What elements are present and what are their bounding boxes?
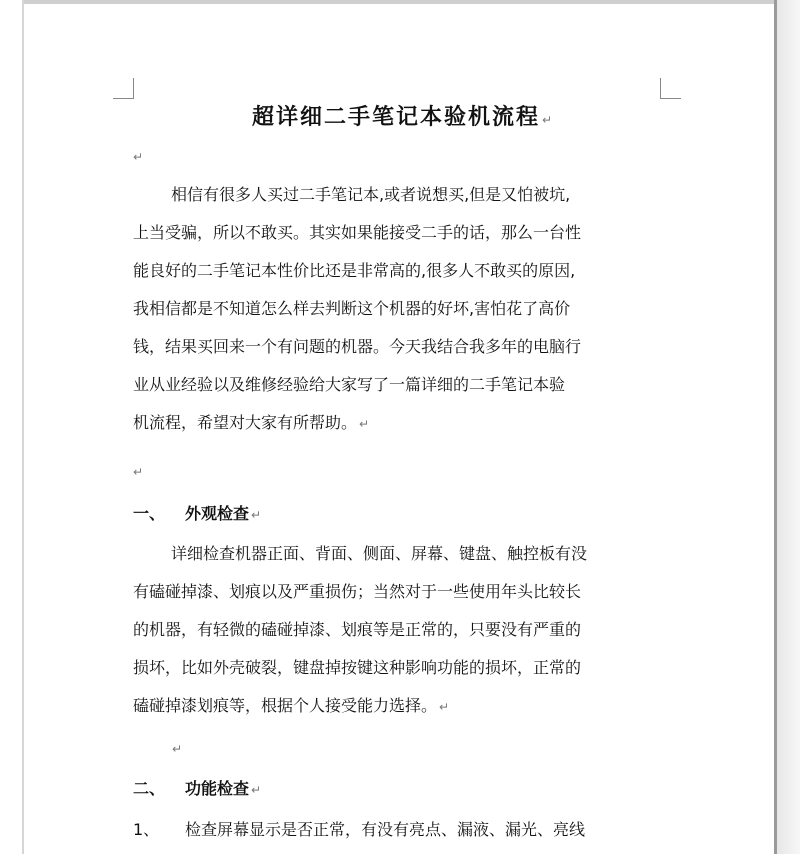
section-title: 功能检查 — [185, 779, 250, 798]
appearance-paragraph[interactable] — [133, 535, 663, 725]
crop-mark-top-right — [660, 78, 681, 99]
intro-line-text: 机流程，希望对大家有所帮助。 — [133, 413, 358, 432]
body-line: 损坏，比如外壳破裂，键盘掉按键这种影响功能的损坏，正常的 — [133, 658, 582, 677]
list-item-text: 检查屏幕显示是否正常，有没有亮点、漏液、漏光、亮线 — [185, 820, 586, 839]
body-line-text: 磕碰掉漆划痕等，根据个人接受能力选择。 — [133, 696, 438, 715]
page-shadow — [777, 0, 800, 854]
crop-mark-top-left — [113, 78, 134, 99]
intro-line: 我相信都是不知道怎么样去判断这个机器的好坏,害怕花了高价 — [133, 299, 571, 318]
body-line — [133, 687, 663, 725]
section-title: 外观检查 — [185, 504, 250, 523]
list-item[interactable] — [133, 811, 585, 849]
page-top-edge — [22, 0, 776, 4]
document-title[interactable] — [133, 100, 673, 138]
paragraph-mark-icon: ↵ — [541, 113, 555, 127]
intro-paragraph[interactable] — [133, 176, 663, 442]
section-heading-appearance[interactable] — [133, 495, 261, 534]
section-number: 二、 — [133, 779, 166, 798]
intro-line: 上当受骗，所以不敢买。其实如果能接受二手的话，那么一台性 — [133, 223, 582, 242]
page-left-edge — [22, 0, 24, 854]
intro-line: 业从业经验以及维修经验给大家写了一篇详细的二手笔记本验 — [133, 375, 566, 394]
empty-paragraph-mark-icon: ↵ — [133, 150, 144, 164]
paragraph-mark-icon: ↵ — [251, 783, 262, 797]
empty-paragraph-mark-icon: ↵ — [172, 742, 183, 756]
intro-line: 钱，结果买回来一个有问题的机器。今天我结合我多年的电脑行 — [133, 337, 582, 356]
body-line: 详细检查机器正面、背面、侧面、屏幕、键盘、触控板有没 — [171, 544, 588, 563]
empty-paragraph-mark-icon: ↵ — [133, 465, 144, 479]
paragraph-mark-icon: ↵ — [439, 700, 450, 714]
body-line: 有磕碰掉漆、划痕以及严重损伤；当然对于一些使用年头比较长 — [133, 582, 582, 601]
intro-line — [133, 404, 663, 442]
paragraph-mark-icon: ↵ — [251, 508, 262, 522]
intro-line: 相信有很多人买过二手笔记本,或者说想买,但是又怕被坑, — [171, 185, 571, 204]
section-number: 一、 — [133, 504, 166, 523]
intro-line: 能良好的二手笔记本性价比还是非常高的,很多人不敢买的原因, — [133, 261, 576, 280]
paragraph-mark-icon: ↵ — [359, 417, 370, 431]
body-line: 的机器，有轻微的磕碰掉漆、划痕等是正常的，只要没有严重的 — [133, 620, 582, 639]
list-item-number: 1、 — [133, 820, 160, 839]
section-heading-function[interactable] — [133, 770, 261, 809]
document-title-text: 超详细二手笔记本验机流程 — [251, 105, 540, 130]
